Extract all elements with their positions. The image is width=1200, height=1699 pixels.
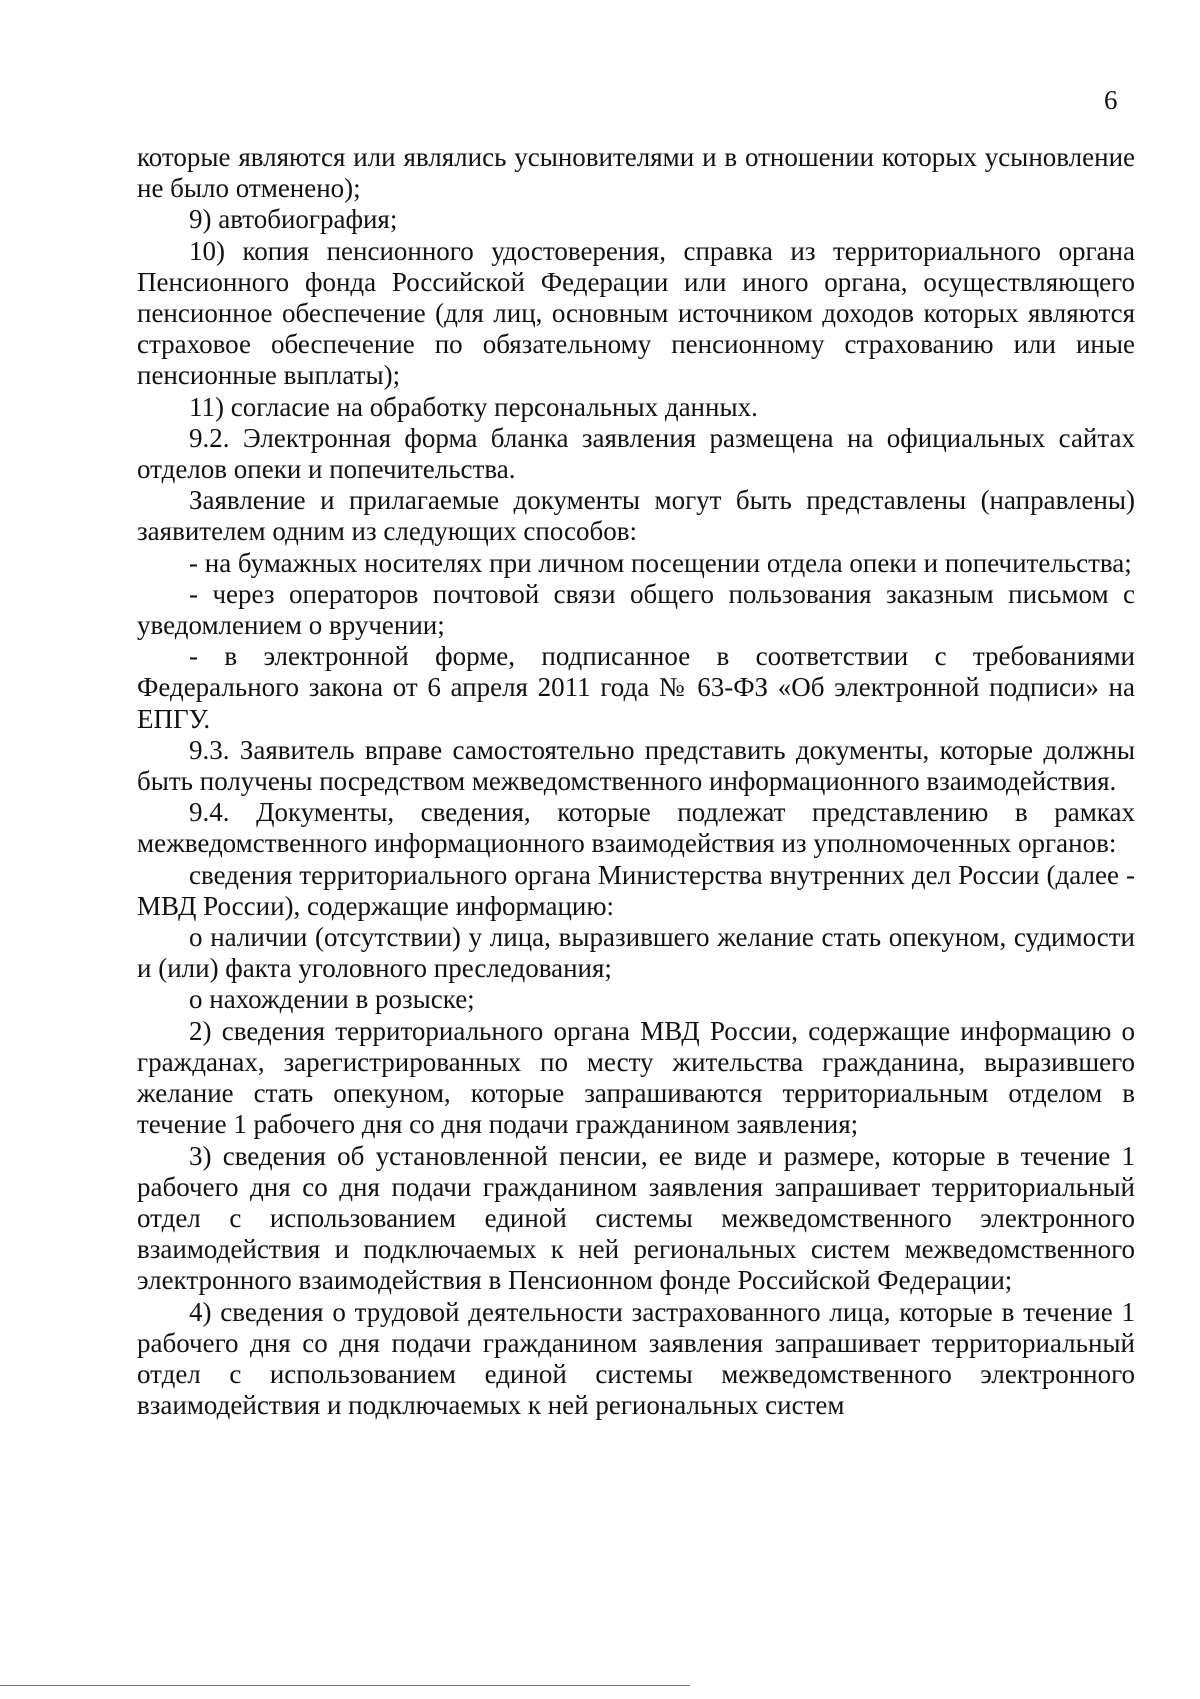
paragraph-mvd-info: сведения территориального органа Министерства внутренних дел России (далее - МВД России), содержащие информацию:: [137, 859, 1135, 921]
paragraph-method-paper: - на бумажных носителях при личном посещении отдела опеки и попечительства;: [189, 547, 1132, 578]
paragraph-section-9-2: 9.2. Электронная форма бланка заявления размещена на официальных сайтах отделов опеки и попечительства.: [137, 422, 1135, 485]
paragraph-item-3-pension: 3) сведения об установленной пенсии, ее виде и размере, которые в течение 1 рабочего дня со дня подачи гражданином заявления запрашивает территориальный отдел с использованием единой системы межведомственного электронного взаимодействия и подключаемых к ней региональных систем межведомственного электронного взаимодействия в Пенсионном фонде Российской Федерации;: [137, 1140, 1135, 1296]
paragraph-method-post: - через операторов почтовой связи общего пользования заказным письмом с уведомлением о вручении;: [137, 578, 1135, 641]
paragraph-section-9-4: 9.4. Документы, сведения, которые подлежат представлению в рамках межведомственного информационного взаимодействия из уполномоченных органов:: [137, 797, 1135, 859]
paragraph-method-electronic: - в электронной форме, подписанное в соответствии с требованиями Федерального закона от 6 апреля 2011 года № 63-ФЗ «Об электронной подписи» на ЕПГУ.: [137, 641, 1135, 734]
paragraph-item-11: 11) согласие на обработку персональных данных.: [189, 391, 758, 422]
paragraph-continuation: которые являются или являлись усыновителями и в отношении которых усыновление не было отменено);: [137, 142, 1135, 204]
paragraph-criminal-record: о наличии (отсутствии) у лица, выразившего желание стать опекуном, судимости и (или) факта уголовного преследования;: [137, 922, 1135, 984]
paragraph-item-10: 10) копия пенсионного удостоверения, справка из территориального органа Пенсионного фонда Российской Федерации или иного органа, осуществляющего пенсионное обеспечение (для лиц, основным источником доходов которых являются страховое обеспечение по обязательному пенсионному страхованию или иные пенсионные выплаты);: [137, 235, 1135, 391]
footer-divider: [0, 1685, 690, 1686]
paragraph-item-2-registration: 2) сведения территориального органа МВД России, содержащие информацию о гражданах, зарегистрированных по месту жительства гражданина, выразившего желание стать опекуном, которые запрашиваются территориальным отделом в течение 1 рабочего дня со дня подачи гражданином заявления;: [137, 1015, 1135, 1140]
paragraph-wanted: о нахождении в розыске;: [189, 984, 475, 1015]
paragraph-item-4-employment: 4) сведения о трудовой деятельности застрахованного лица, которые в течение 1 рабочего дня со дня подачи гражданином заявления запрашивает территориальный отдел с использованием единой системы межведомственного электронного взаимодействия и подключаемых к ней региональных систем: [137, 1296, 1135, 1421]
paragraph-section-9-3: 9.3. Заявитель вправе самостоятельно представить документы, которые должны быть получены посредством межведомственного информационного взаимодействия.: [137, 734, 1135, 797]
page-number: 6: [1104, 85, 1118, 115]
document-body: [137, 142, 1135, 1421]
paragraph-item-9: 9) автобиография;: [189, 204, 398, 235]
paragraph-submission-methods: Заявление и прилагаемые документы могут быть представлены (направлены) заявителем одним из следующих способов:: [137, 485, 1135, 547]
